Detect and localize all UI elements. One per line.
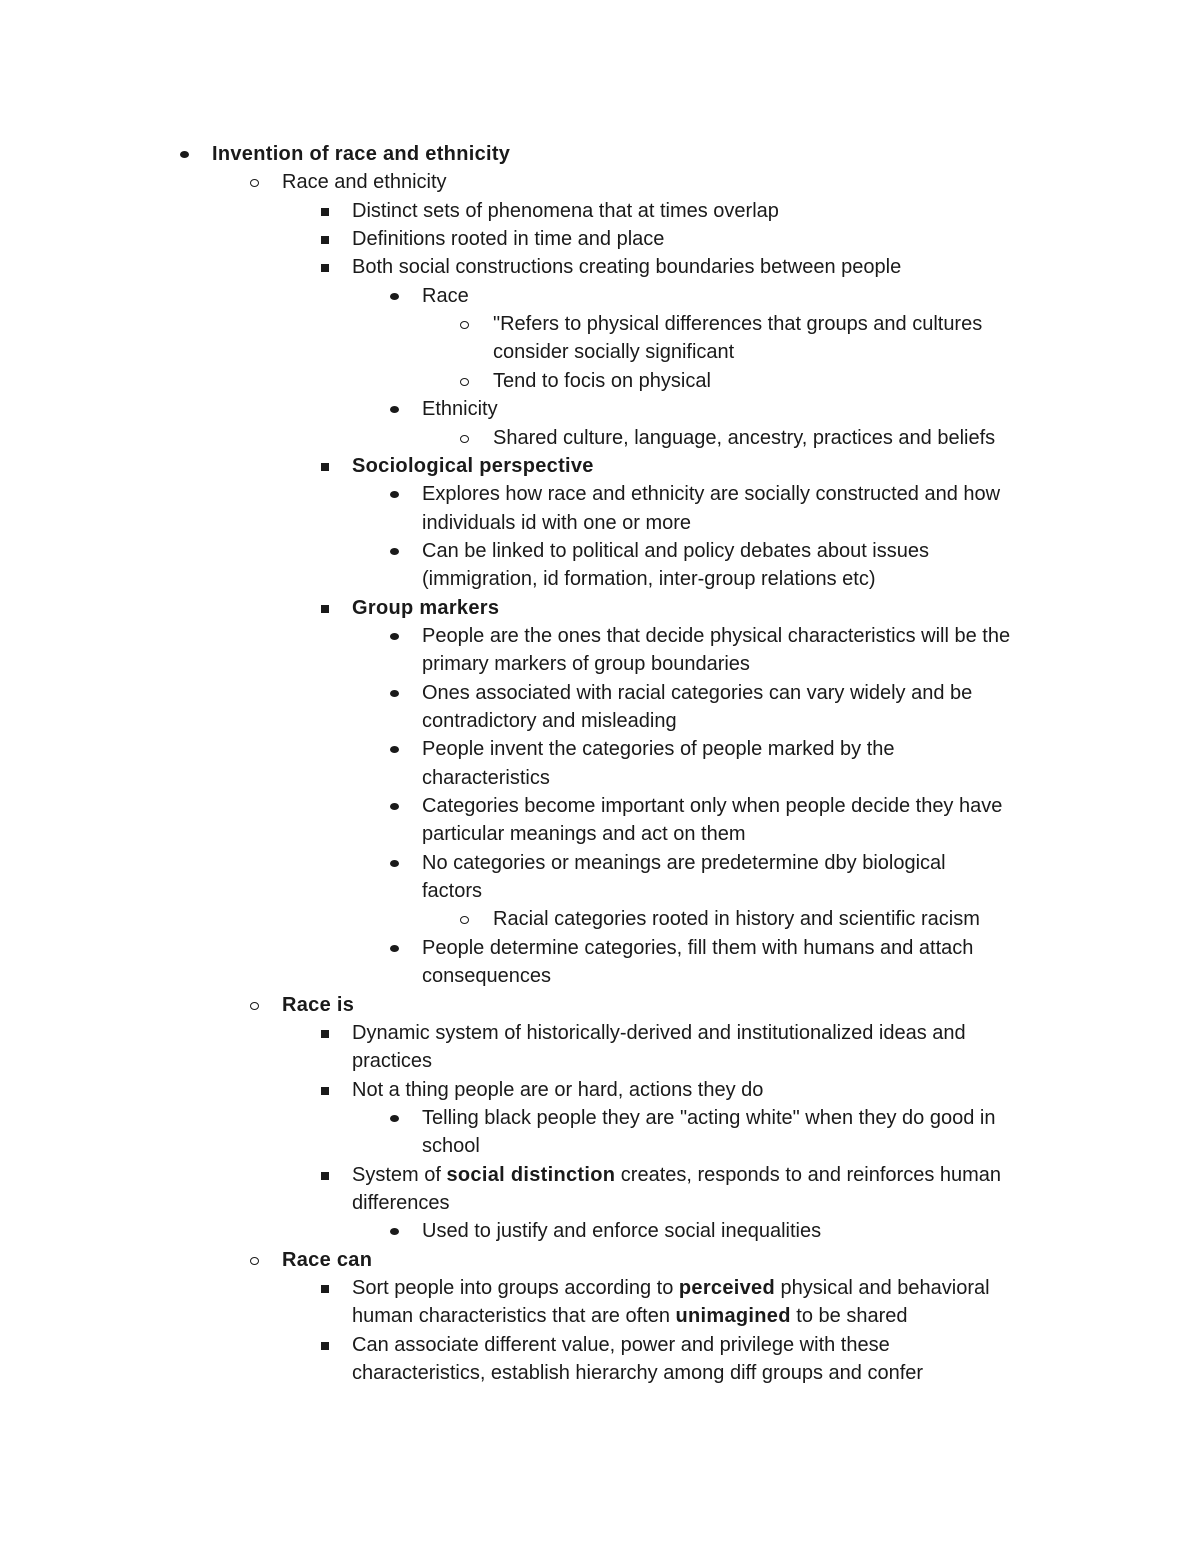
circle-bullet-icon bbox=[245, 1246, 265, 1274]
item-text-continued: particular meanings and act on them bbox=[422, 823, 746, 846]
item-text-continued: human characteristics that are often unimagined to be shared bbox=[352, 1305, 908, 1328]
circle-bullet-icon bbox=[245, 168, 265, 196]
disc-bullet-icon bbox=[385, 537, 405, 565]
item-text: Definitions rooted in time and place bbox=[352, 228, 665, 251]
disc-bullet-icon bbox=[385, 282, 405, 310]
item-text: Race is bbox=[282, 993, 355, 1016]
item-text-continued: characteristics bbox=[422, 766, 550, 789]
item-text: Dynamic system of historically-derived and institutionalized ideas and bbox=[352, 1021, 966, 1044]
item-text-continued: school bbox=[422, 1135, 480, 1158]
item-text: Explores how race and ethnicity are socially constructed and how bbox=[422, 483, 1001, 506]
item-text: Tend to focis on physical bbox=[493, 369, 711, 392]
item-text-continued: consequences bbox=[422, 965, 551, 988]
item-text: Sort people into groups according to perceived physical and behavioral bbox=[352, 1277, 990, 1299]
disc-bullet-icon bbox=[385, 1217, 405, 1245]
item-text: Can associate different value, power and privilege with these bbox=[352, 1333, 890, 1356]
square-bullet-icon bbox=[315, 225, 335, 253]
circle-bullet-icon bbox=[245, 991, 265, 1019]
circle-bullet-icon bbox=[455, 310, 475, 338]
item-text-continued: consider socially significant bbox=[493, 341, 735, 364]
item-text-continued: practices bbox=[352, 1050, 433, 1073]
item-text: Both social constructions creating boundaries between people bbox=[352, 256, 902, 279]
square-bullet-icon bbox=[315, 253, 335, 281]
item-text: No categories or meanings are predetermine dby biological bbox=[422, 851, 946, 874]
square-bullet-icon bbox=[315, 1019, 335, 1047]
item-text: Race and ethnicity bbox=[282, 171, 447, 194]
square-bullet-icon bbox=[315, 452, 335, 480]
item-text-continued: individuals id with one or more bbox=[422, 511, 692, 534]
disc-bullet-icon bbox=[385, 622, 405, 650]
disc-bullet-icon bbox=[385, 1104, 405, 1132]
disc-bullet-icon bbox=[385, 480, 405, 508]
item-text: "Refers to physical differences that groups and cultures bbox=[493, 313, 983, 336]
item-text-continued: factors bbox=[422, 880, 483, 903]
square-bullet-icon bbox=[315, 1331, 335, 1359]
disc-bullet-icon bbox=[385, 679, 405, 707]
item-text-continued: contradictory and misleading bbox=[422, 709, 677, 732]
disc-bullet-icon bbox=[175, 140, 195, 168]
item-text: Group markers bbox=[352, 596, 500, 619]
circle-bullet-icon bbox=[455, 367, 475, 395]
disc-bullet-icon bbox=[385, 735, 405, 763]
disc-bullet-icon bbox=[385, 395, 405, 423]
item-text: People determine categories, fill them with humans and attach bbox=[422, 936, 974, 959]
item-text: Not a thing people are or hard, actions they do bbox=[352, 1078, 764, 1101]
square-bullet-icon bbox=[315, 1076, 335, 1104]
item-text: Categories become important only when people decide they have bbox=[422, 795, 1003, 818]
item-text: Race bbox=[422, 284, 469, 307]
item-text: Used to justify and enforce social inequalities bbox=[422, 1220, 822, 1243]
square-bullet-icon bbox=[315, 1161, 335, 1189]
circle-bullet-icon bbox=[455, 424, 475, 452]
circle-bullet-icon bbox=[455, 905, 475, 933]
square-bullet-icon bbox=[315, 197, 335, 225]
item-text: Race can bbox=[282, 1248, 373, 1271]
item-text: Sociological perspective bbox=[352, 454, 594, 477]
item-text: Ethnicity bbox=[422, 398, 498, 421]
square-bullet-icon bbox=[315, 1274, 335, 1302]
disc-bullet-icon bbox=[385, 849, 405, 877]
item-text: Shared culture, language, ancestry, practices and beliefs bbox=[493, 426, 996, 449]
item-text: Telling black people they are "acting white" when they do good in bbox=[422, 1106, 996, 1129]
item-text: People are the ones that decide physical characteristics will be the bbox=[422, 624, 1011, 647]
item-text-continued: (immigration, id formation, inter-group relations etc) bbox=[422, 568, 876, 591]
disc-bullet-icon bbox=[385, 934, 405, 962]
item-text: People invent the categories of people marked by the bbox=[422, 738, 895, 761]
item-text: Ones associated with racial categories can vary widely and be bbox=[422, 681, 973, 704]
item-text-continued: primary markers of group boundaries bbox=[422, 653, 750, 676]
item-text: System of social distinction creates, responds to and reinforces human bbox=[352, 1163, 1002, 1186]
item-text-continued: characteristics, establish hierarchy among diff groups and confer bbox=[352, 1362, 924, 1385]
item-text: Racial categories rooted in history and scientific racism bbox=[493, 908, 980, 931]
square-bullet-icon bbox=[315, 594, 335, 622]
item-text: Can be linked to political and policy debates about issues bbox=[422, 539, 929, 562]
item-text: Distinct sets of phenomena that at times overlap bbox=[352, 199, 779, 222]
item-text-continued: differences bbox=[352, 1191, 450, 1214]
item-text: Invention of race and ethnicity bbox=[212, 143, 511, 165]
disc-bullet-icon bbox=[385, 792, 405, 820]
